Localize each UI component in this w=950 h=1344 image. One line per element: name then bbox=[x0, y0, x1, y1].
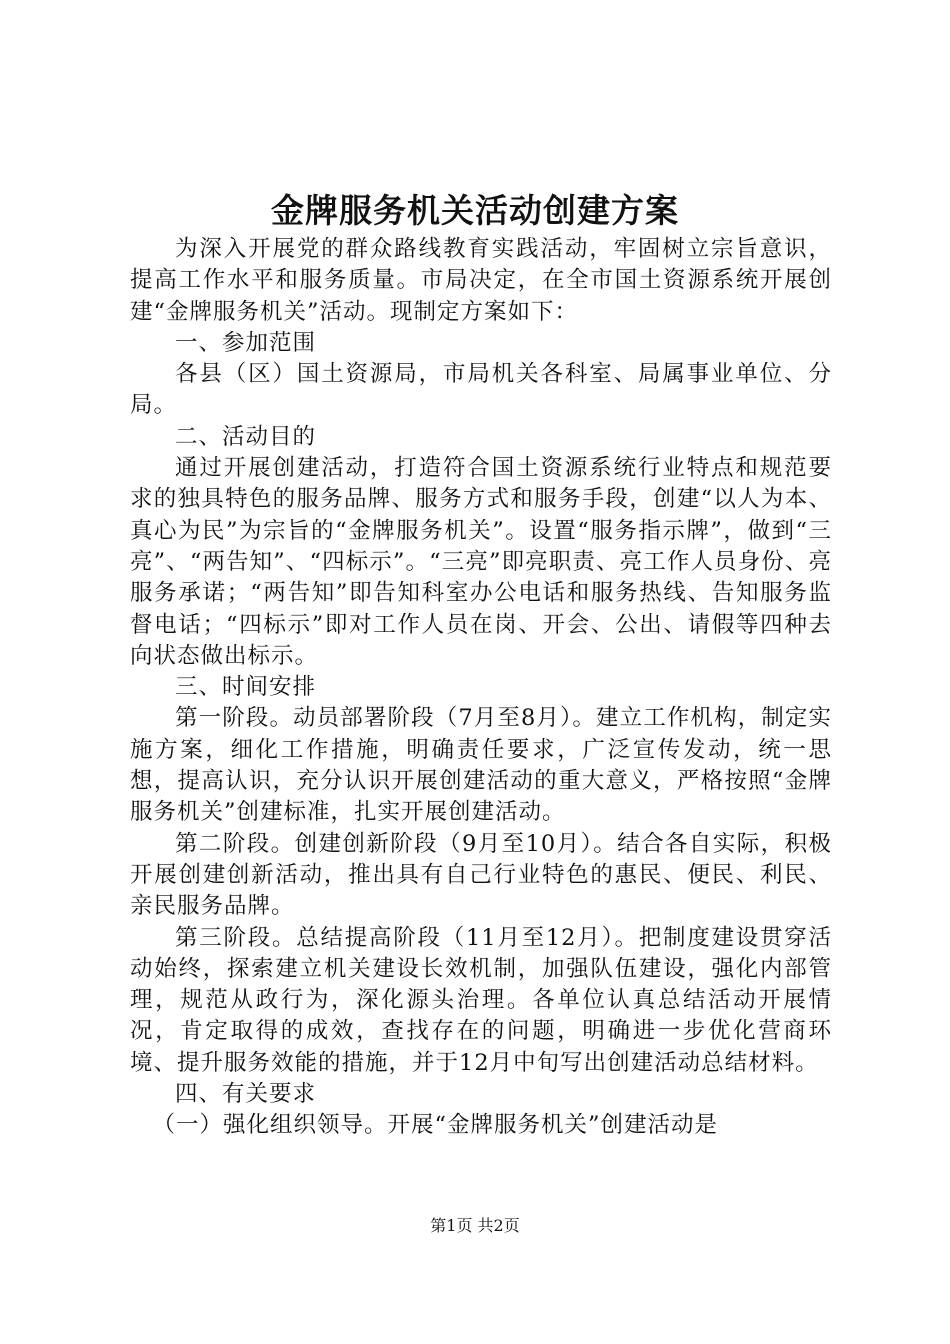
section-heading-purpose: 二、活动目的 bbox=[175, 423, 317, 450]
section-heading-requirements: 四、有关要求 bbox=[175, 1081, 317, 1108]
page-number: 第1页 共2页 bbox=[430, 1216, 520, 1235]
document-title: 金牌服务机关活动创建方案 bbox=[271, 191, 679, 230]
scope-paragraph: 各县（区）国土资源局，市局机关各科室、局属事业单位、分局。 bbox=[130, 361, 832, 419]
intro-paragraph: 为深入开展党的群众路线教育实践活动，牢固树立宗旨意识，提高工作水平和服务质量。市局决定，在全市国土资源系统开展创建“金牌服务机关”活动。现制定方案如下： bbox=[130, 236, 832, 325]
phase-one-paragraph: 第一阶段。动员部署阶段（7月至8月）。建立工作机构，制定实施方案，细化工作措施，明确责任要求，广泛宣传发动，统一思想，提高认识，充分认识开展创建活动的重大意义，严格按照“金牌服务机关”创建标准，扎实开展创建活动。 bbox=[130, 705, 832, 826]
section-heading-schedule: 三、时间安排 bbox=[175, 674, 317, 701]
phase-three-paragraph: 第三阶段。总结提高阶段（11月至12月）。把制度建设贯穿活动始终，探索建立机关建设长效机制，加强队伍建设，强化内部管理，规范从政行为，深化源头治理。各单位认真总结活动开展情况，肯定取得的成效，查找存在的问题，明确进一步优化营商环境、提升服务效能的措施，并于12月中旬写出创建活动总结材料。 bbox=[130, 924, 832, 1076]
phase-two-paragraph: 第二阶段。创建创新阶段（9月至10月）。结合各自实际，积极开展创建创新活动，推出具有自己行业特色的惠民、便民、利民、亲民服务品牌。 bbox=[130, 830, 832, 920]
document-body bbox=[130, 234, 832, 1142]
requirement-one-paragraph: （一）强化组织领导。开展“金牌服务机关”创建活动是 bbox=[152, 1112, 719, 1139]
section-heading-scope: 一、参加范围 bbox=[175, 329, 317, 356]
purpose-paragraph: 通过开展创建活动，打造符合国土资源系统行业特点和规范要求的独具特色的服务品牌、服务方式和服务手段，创建“以人为本、真心为民”为宗旨的“金牌服务机关”。设置“服务指示牌”，做到“三亮”、“两告知”、“四标示”。“三亮”即亮职责、亮工作人员身份、亮服务承诺；“两告知”即告知科室办公电话和服务热线、告知服务监督电话；“四标示”即对工作人员在岗、开会、公出、请假等四种去向状态做出标示。 bbox=[130, 455, 832, 669]
